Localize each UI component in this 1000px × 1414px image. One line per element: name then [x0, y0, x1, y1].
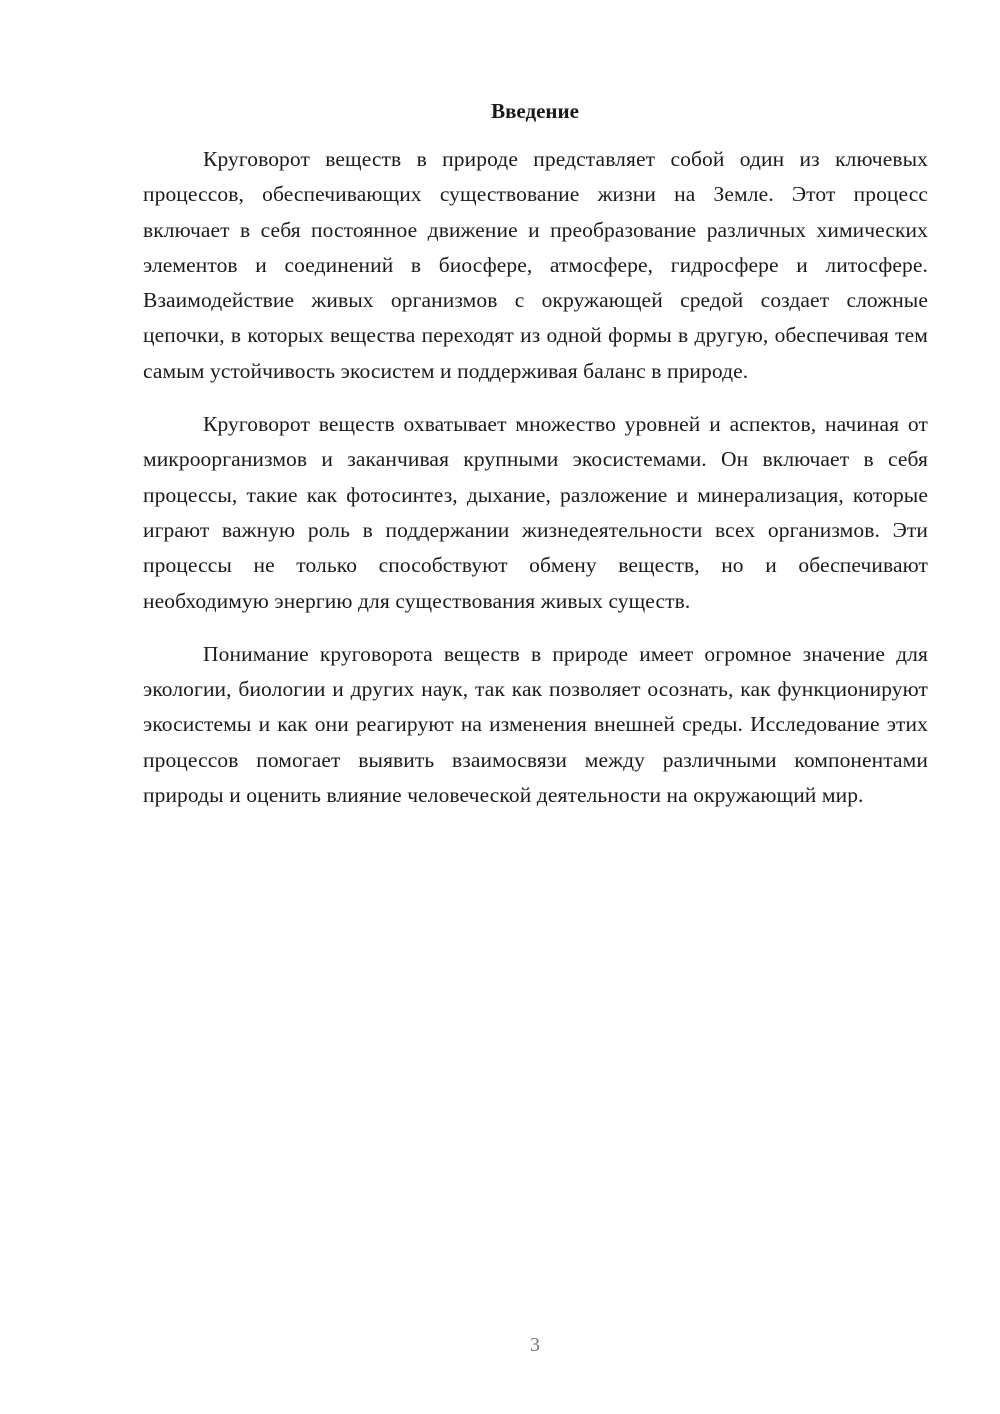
paragraph: Круговорот веществ в природе представляет собой один из ключевых процессов, обеспечивающих существование жизни на Земле. Этот процесс включает в себя постоянное движение и преобразование различных химических элементов и соединений в биосфере, атмосфере, гидросфере и литосфере. Взаимодействие живых организмов с окружающей средой создает сложные цепочки, в которых вещества переходят из одной формы в другую, обеспечивая тем самым устойчивость экосистем и поддерживая баланс в природе.	[143, 147, 928, 383]
page-number: 3	[530, 1334, 540, 1356]
paragraph: Круговорот веществ охватывает множество уровней и аспектов, начиная от микроорганизмов и заканчивая крупными экосистемами. Он включает в себя процессы, такие как фотосинтез, дыхание, разложение и минерализация, которые играют важную роль в поддержании жизнедеятельности всех организмов. Эти процессы не только способствуют обмену веществ, но и обеспечивают необходимую энергию для существования живых существ.	[143, 412, 928, 613]
section-heading: Введение	[491, 99, 579, 123]
paragraph: Понимание круговорота веществ в природе имеет огромное значение для экологии, биологии и других наук, так как позволяет осознать, как функционируют экосистемы и как они реагируют на изменения внешней среды. Исследование этих процессов помогает выявить взаимосвязи между различными компонентами природы и оценить влияние человеческой деятельности на окружающий мир.	[143, 641, 928, 808]
body-text	[143, 142, 928, 831]
